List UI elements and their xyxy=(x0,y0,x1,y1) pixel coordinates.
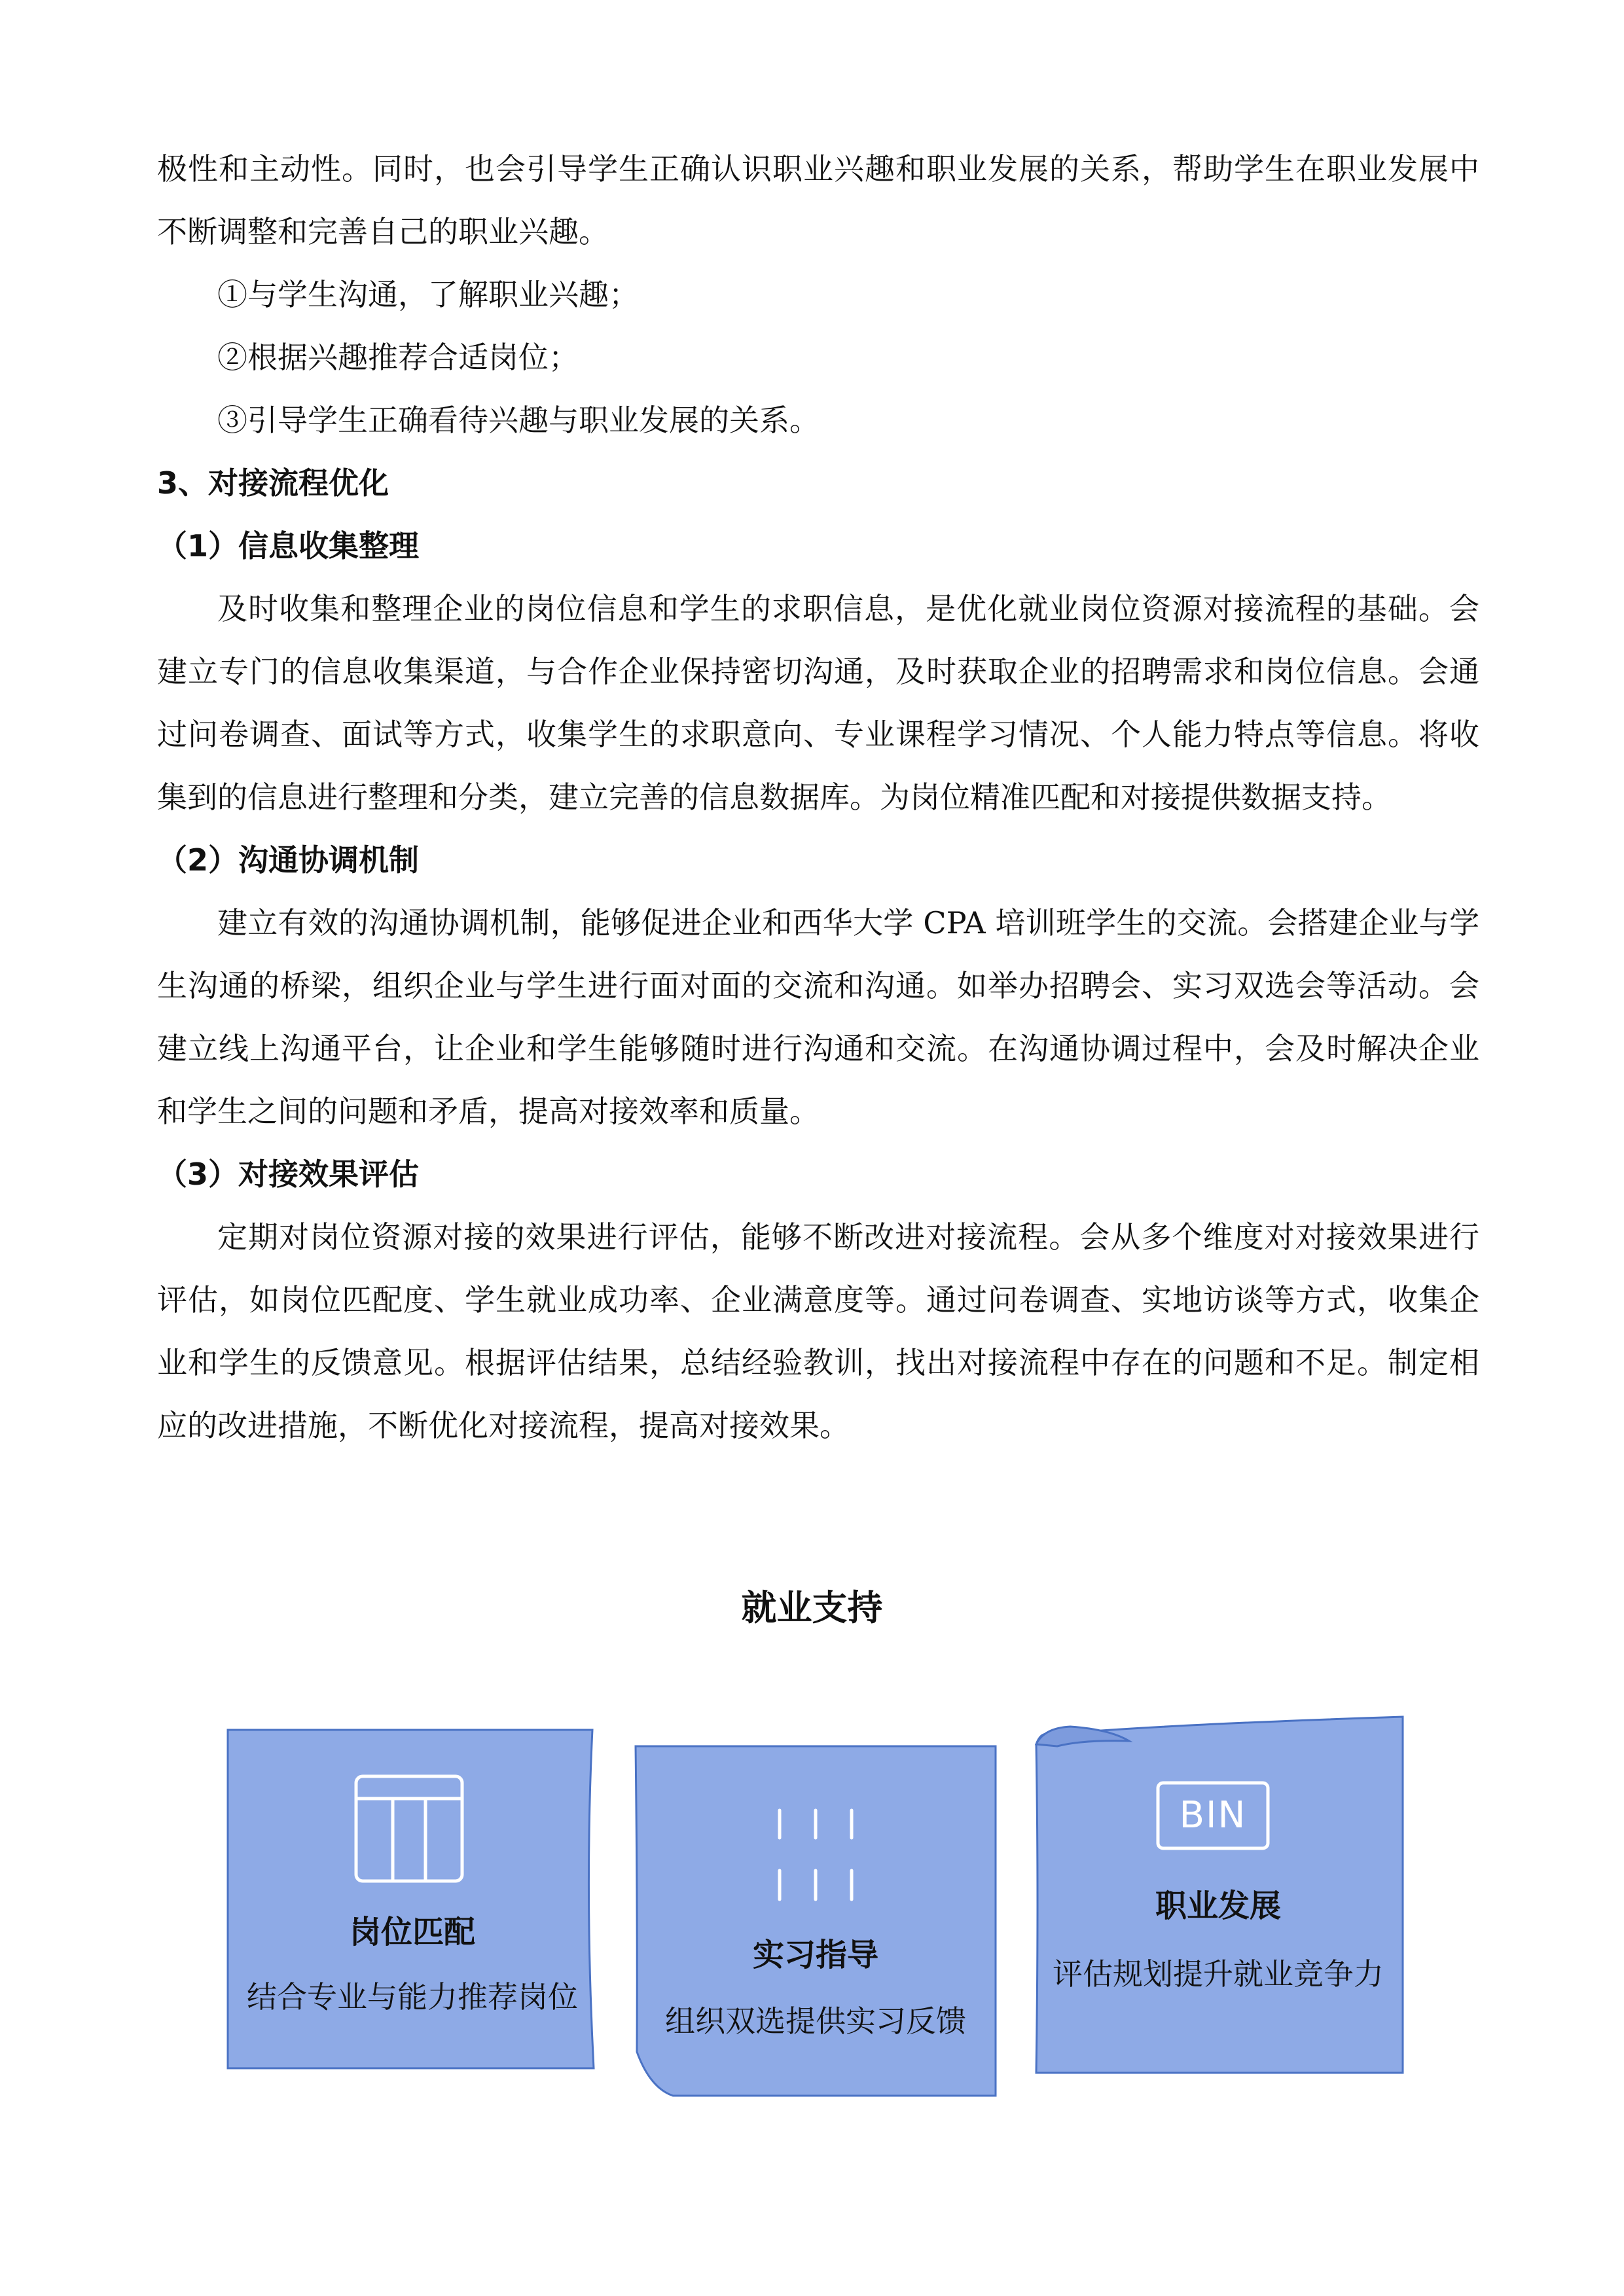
svg-text:BIN: BIN xyxy=(1179,1794,1247,1837)
subsection-body-communication: 建立有效的沟通协调机制，能够促进企业和西华大学 CPA 培训班学生的交流。会搭建企业与学生沟通的桥梁，组织企业与学生进行面对面的交流和沟通。如举办招聘会、实习双选会等活动。会建立线上沟通平台，让企业和学生能够随时进行沟通和交流。在沟通协调过程中，会及时解决企业和学生之间的问题和矛盾，提高对接效率和质量。 xyxy=(157,905,1479,1129)
bars-icon xyxy=(768,1806,863,1907)
list-item: ①与学生沟通，了解职业兴趣； xyxy=(217,277,639,312)
intro-paragraph: 极性和主动性。同时，也会引导学生正确认识职业兴趣和职业发展的关系，帮助学生在职业发展中不断调整和完善自己的职业兴趣。 xyxy=(157,151,1479,249)
table-icon xyxy=(353,1774,465,1886)
subsection-body-evaluation: 定期对岗位资源对接的效果进行评估，能够不断改进对接流程。会从多个维度对对接效果进行评估，如岗位匹配度、学生就业成功率、企业满意度等。通过问卷调查、实地访谈等方式，收集企业和学生的反馈意见。根据评估结果，总结经验教训，找出对接流程中存在的问题和不足。制定相应的改进措施，不断优化对接流程，提高对接效果。 xyxy=(157,1219,1479,1443)
subsection-heading-communication: （2）沟通协调机制 xyxy=(157,842,420,878)
section-heading: 3、对接流程优化 xyxy=(157,465,389,501)
card-title: 职业发展 xyxy=(1155,1888,1281,1924)
card-job-matching xyxy=(226,1728,599,2075)
list-item: ②根据兴趣推荐合适岗位； xyxy=(217,340,579,375)
card-internship-guidance xyxy=(634,1744,998,2098)
subsection-heading-info: （1）信息收集整理 xyxy=(157,528,420,564)
list-item: ③引导学生正确看待兴趣与职业发展的关系。 xyxy=(217,403,820,438)
subsection-body-info: 及时收集和整理企业的岗位信息和学生的求职信息，是优化就业岗位资源对接流程的基础。会建立专门的信息收集渠道，与合作企业保持密切沟通，及时获取企业的招聘需求和岗位信息。会通过问卷调查、面试等方式，收集学生的求职意向、专业课程学习情况、个人能力特点等信息。将收集到的信息进行整理和分类，建立完善的信息数据库。为岗位精准匹配和对接提供数据支持。 xyxy=(157,591,1479,815)
subsection-heading-evaluation: （3）对接效果评估 xyxy=(157,1157,420,1192)
card-description: 评估规划提升就业竞争力 xyxy=(1053,1956,1384,1992)
card-description: 结合专业与能力推荐岗位 xyxy=(247,1979,578,2015)
card-description: 组织双选提供实习反馈 xyxy=(665,2003,966,2039)
card-title: 岗位匹配 xyxy=(349,1914,475,1950)
document-body xyxy=(157,137,1479,1457)
card-shape xyxy=(634,1744,998,2098)
card-career-development xyxy=(1031,1715,1405,2075)
figure-title: 就业支持 xyxy=(741,1587,883,1628)
bin-icon xyxy=(1155,1780,1271,1854)
card-title: 实习指导 xyxy=(752,1937,878,1973)
